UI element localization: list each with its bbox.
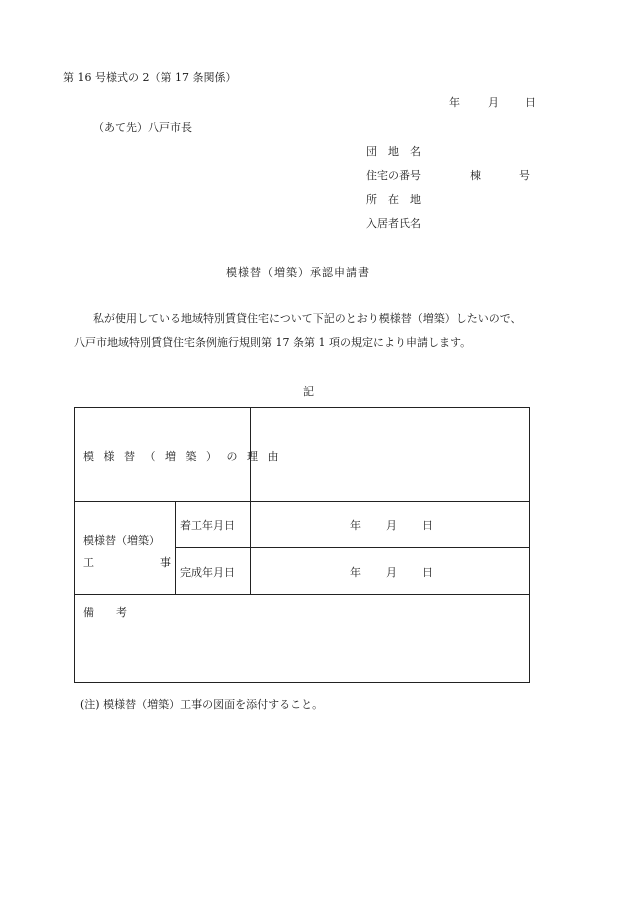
table-line [175,547,530,548]
start-date-label: 着工年月日 [180,519,235,532]
start-date-day: 日 [422,519,433,532]
start-date-year: 年 [350,519,361,532]
date-year: 年 [449,96,460,109]
completion-date-day: 日 [422,566,433,579]
applicant-house-number-label: 住宅の番号 [366,169,421,182]
application-table [74,407,530,683]
completion-date-label: 完成年月日 [180,566,235,579]
applicant-danchi-label: 団 地 名 [366,145,421,158]
table-line [175,501,176,594]
body-text-line-2: 八戸市地域特別賃貸住宅条例施行規則第 17 条第 1 項の規定により申請します。 [74,336,472,349]
applicant-number-label: 号 [519,169,530,182]
date-line [449,94,536,110]
table-line [75,594,530,595]
work-label: 模様替（増築） [83,534,160,547]
date-day: 日 [525,96,536,109]
work-label-ji: 事 [160,556,171,569]
reason-label: 模 様 替 （ 増 築 ） の 理 由 [83,450,279,463]
remarks-field[interactable] [76,623,529,681]
ki-heading: 記 [303,385,314,398]
remarks-label: 備 考 [83,606,127,619]
applicant-resident-name-label: 入居者氏名 [366,217,421,230]
form-number: 第 16 号様式の 2（第 17 条関係） [63,71,237,84]
footnote: (注) 模様替（増築）工事の図面を添付すること。 [80,698,324,711]
applicant-location-label: 所 在 地 [366,193,421,206]
document-title: 模様替（増築）承認申請書 [226,266,370,279]
table-line [75,501,530,502]
applicant-building-label: 棟 [470,169,481,182]
addressee: （あて先）八戸市長 [93,121,192,134]
reason-field[interactable] [251,409,529,500]
completion-date-year: 年 [350,566,361,579]
body-text-line-1: 私が使用している地域特別賃貸住宅について下記のとおり模様替（増築）したいので、 [93,312,522,325]
start-date-month: 月 [386,519,397,532]
work-label-ko: 工 [83,556,94,569]
date-month: 月 [488,96,499,109]
completion-date-month: 月 [386,566,397,579]
